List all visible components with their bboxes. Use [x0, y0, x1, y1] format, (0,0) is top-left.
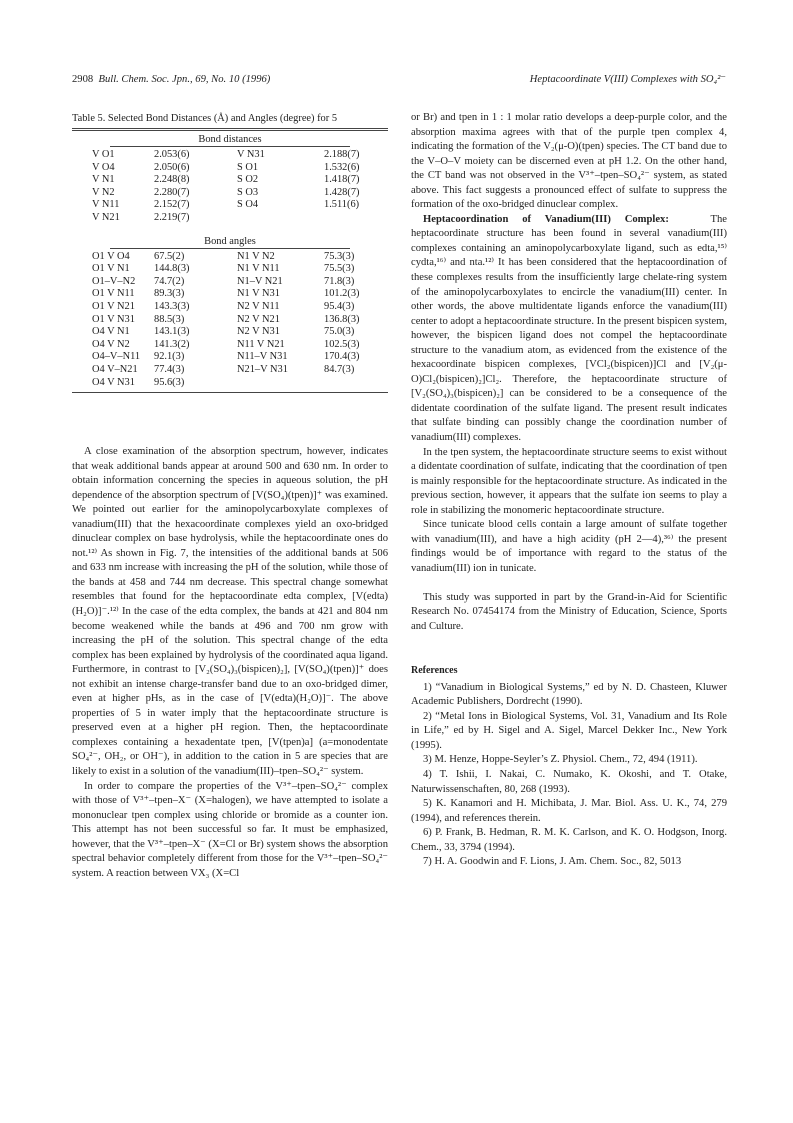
angles-cell: 170.4(3) — [324, 351, 360, 363]
angles-cell: O1 V N1 — [92, 263, 130, 275]
distances-row — [72, 174, 388, 187]
angles-cell: 84.7(3) — [324, 363, 355, 375]
angles-cell: 88.5(3) — [154, 313, 185, 325]
angles-row — [72, 339, 388, 352]
angles-cell: N1 V N11 — [237, 263, 280, 275]
distances-cell: 2.188(7) — [324, 149, 360, 160]
angles-cell: 144.8(3) — [154, 263, 190, 275]
angles-cell: 75.5(3) — [324, 263, 355, 275]
acknowledgment: This study was supported in part by the Grand-in-Aid for Scientific Research No. 07454174 from the Ministry of Education, Science, Sports and Culture. — [411, 591, 727, 632]
distances-cell: V O1 — [92, 149, 115, 160]
distances-cell: 2.152(7) — [154, 199, 190, 211]
distances-cell: V O4 — [92, 161, 115, 173]
distances-cell: S O4 — [237, 199, 259, 211]
distances-cell: 1.418(7) — [324, 174, 360, 186]
angles-cell: 75.3(3) — [324, 250, 355, 262]
references-list — [411, 681, 727, 870]
table-bottom-rule — [72, 392, 388, 393]
right-paragraph-2 — [411, 213, 727, 446]
angles-title: Bond angles — [204, 235, 256, 247]
angles-row — [72, 301, 388, 314]
angles-cell: 89.3(3) — [154, 288, 185, 300]
angles-row — [72, 276, 388, 289]
distances-cell: V N1 — [92, 174, 115, 186]
angles-cell: O4–V–N11 — [92, 351, 141, 363]
table-top-rule — [72, 128, 388, 131]
angles-row — [72, 314, 388, 327]
distances-row — [72, 162, 388, 175]
angles-cell: 102.5(3) — [324, 338, 360, 350]
angles-rule — [110, 248, 350, 249]
distances-cell: V N21 — [92, 211, 120, 223]
angles-rows — [72, 251, 388, 390]
distances-cell: S O1 — [237, 161, 259, 173]
angles-cell: 141.3(2) — [154, 338, 190, 350]
journal-citation: Bull. Chem. Soc. Jpn., 69, No. 10 (1996) — [98, 74, 271, 85]
distances-row — [72, 212, 388, 225]
reference-item: 6) P. Frank, B. Hedman, R. M. K. Carlson, and K. O. Hodgson, Inorg. Chem., 33, 3794 (1994). — [411, 827, 727, 853]
angles-cell: O4 V N2 — [92, 338, 130, 350]
angles-cell: O1 V O4 — [92, 250, 130, 262]
reference-item: 2) “Metal Ions in Biological Systems, Vol. 31, Vanadium and Its Role in Life,” ed by H. Sigel and A. Sigel, Marcel Dekker Inc., New York (1995). — [411, 710, 727, 751]
distances-cell: S O3 — [237, 186, 259, 198]
angles-cell: 95.6(3) — [154, 376, 185, 388]
angles-cell: O4 V–N21 — [92, 363, 138, 375]
distances-cell: 2.280(7) — [154, 186, 190, 198]
distances-cell: V N11 — [92, 199, 120, 211]
angles-cell: O1 V N11 — [92, 288, 135, 300]
distances-row — [72, 199, 388, 212]
angles-row — [72, 364, 388, 377]
angles-row — [72, 288, 388, 301]
references-title: References — [411, 665, 458, 677]
angles-cell: O4 V N1 — [92, 326, 130, 338]
reference-item: 3) M. Henze, Hoppe-Seyler’s Z. Physiol. Chem., 72, 494 (1911). — [423, 754, 698, 766]
angles-cell: 143.1(3) — [154, 326, 190, 338]
running-title: Heptacoordinate V(III) Complexes with SO₄²⁻ — [529, 74, 726, 85]
angles-cell: N1 V N31 — [237, 288, 280, 300]
page-header — [72, 73, 726, 87]
distances-cell: 2.248(8) — [154, 174, 190, 186]
angles-cell: 74.7(2) — [154, 275, 185, 287]
distances-row — [72, 187, 388, 200]
reference-item: 1) “Vanadium in Biological Systems,” ed by N. D. Chasteen, Kluwer Academic Publishers, Dordrecht (1990). — [411, 681, 727, 708]
right-paragraph-1: or Br) and tpen in 1 : 1 molar ratio develops a deep-purple color, and the absorption maxima agrees with that of the purple tpen complex 4, indicating the formation of the V₂(μ-O)(tpen) species. The CT band due to the V–O–V moiety can be discerned even at pH 1.2. On the other hand, the CT band was not observed in the V³⁺–tpen–SO₄²⁻ system, as stated above. This fact suggests a pronounced effect of sulfate to suppress the formation of the oxo-bridged dinuclear complex. — [411, 112, 727, 211]
distances-cell: 1.511(6) — [324, 199, 360, 211]
reference-item: 7) H. A. Goodwin and F. Lions, J. Am. Chem. Soc., 82, 5013 — [423, 856, 682, 868]
distances-cell: S O2 — [237, 174, 259, 186]
distances-title: Bond distances — [198, 134, 262, 145]
distances-cell: 1.428(7) — [324, 186, 360, 198]
angles-cell: N11–V N31 — [237, 351, 288, 363]
right-paragraph-3: In the tpen system, the heptacoordinate structure seems to exist without a didentate coordination of sulfate, indicating that the coordination of tpen is mainly responsible for the heptacoordinate structure. As indicated in the previous section, however, it appears that the sulfate ion seems to play a role in stabilizing the monomeric heptacoordinate structure. — [411, 446, 727, 516]
distances-row — [72, 149, 388, 162]
angles-cell: N2 V N31 — [237, 326, 280, 338]
angles-cell: N1–V N21 — [237, 275, 283, 287]
distances-rule — [110, 146, 350, 147]
angles-cell: 75.0(3) — [324, 326, 355, 338]
angles-cell: O1 V N31 — [92, 313, 135, 325]
distances-cell: 2.050(6) — [154, 161, 190, 173]
section-heading: Heptacoordination of Vanadium(III) Complex: — [423, 213, 669, 225]
angles-cell: 101.2(3) — [324, 288, 360, 300]
angles-cell: 71.8(3) — [324, 275, 355, 287]
angles-cell: 67.5(2) — [154, 250, 185, 262]
angles-cell: N1 V N2 — [237, 250, 275, 262]
angles-cell: O4 V N31 — [92, 376, 135, 388]
angles-cell: N21–V N31 — [237, 363, 288, 375]
page-number-and-journal — [72, 73, 270, 87]
reference-item: 5) K. Kanamori and H. Michibata, J. Mar. Biol. Ass. U. K., 74, 279 (1994), and references therein. — [411, 798, 727, 824]
table-caption: Table 5. Selected Bond Distances (Å) and Angles (degree) for 5 — [72, 113, 338, 124]
angles-cell: 143.3(3) — [154, 300, 190, 312]
angles-cell: 77.4(3) — [154, 363, 185, 375]
distances-cell: 2.219(7) — [154, 211, 190, 223]
angles-cell: 92.1(3) — [154, 351, 185, 363]
angles-row — [72, 377, 388, 390]
angles-row — [72, 326, 388, 339]
reference-item: 4) T. Ishii, I. Nakai, C. Numako, K. Okoshi, and T. Otake, Naturwissenschaften, 80, 268 (1993). — [411, 768, 727, 795]
distances-cell: 1.532(6) — [324, 161, 360, 173]
angles-cell: N2 V N11 — [237, 300, 280, 312]
section-body: The heptacoordinate structure has been found in several vanadium(III) complexes containing an aminopolycarboxylate ligand, such as edta,¹⁵⁾ cydta,¹⁶⁾ and nta.¹²⁾ It has been considered that the heptacoordination of these complexes results from the insufficiently large chelate-ring system of the aminopolycarboxylates to encircle the vanadium(III) center. In other words, the above multidentate ligands enforce the vanadium(III) center to adopt a heptacoordinate structure. In the present bispicen system, however, the bispicen ligand does not compel the heptacoordinate structure to the vanadium atom, as evidenced from the existence of the hexacoordinate bispicen complexes, [VCl₂(bispicen)]Cl and [V₂(μ-O)Cl₂(bispicen)₂]Cl₂. Therefore, the heptacoordinate structure of [V₂(SO₄)₃(bispicen)₂] can be considered to be a consequence of the didentate coordination of the sulfate ligand. The present result indicates that sulfate binding can possibly change the coordination number of vanadium(III) complexes. — [411, 213, 727, 444]
right-column — [411, 111, 727, 870]
left-column — [72, 445, 388, 881]
left-paragraph-1: A close examination of the absorption spectrum, however, indicates that weak additional bands appear at around 500 and 630 nm. In order to obtain information concerning the species in aqueous solution, the pH dependence of the absorption spectrum of [V(SO₄)(tpen)]⁺ was examined. We pointed out earlier for the aminopolycarboxylate complexes of vanadium(III) that the hexacoordinate complexes yield an oxo-bridged dinuclear complex on base hydrolysis, while the heptacoordinate ones do not.¹²⁾ As shown in Fig. 7, the intensities of the additional bands at 506 and 633 nm increase with increasing the pH of the solution, while those of the bands at 458 and 744 nm decrease. This spectral change somewhat resembles that found for the heptacoordinate edta complex, [V(edta)(H₂O)]⁻.¹²⁾ In the case of the edta complex, the bands at 421 and 804 nm become weakened while the bands at 496 and 700 nm grow with increasing the pH of the solution. This spectral change of the edta complex has been explained by hydrolysis of the coordinated aqua ligand. Furthermore, in contrast to [V₂(SO₄)₃(bispicen)₂], [V(SO₄)(tpen)]⁺ does not exhibit an intense charge-transfer band due to an oxo-bridged dimer, even at higher pHs, as in the case of [V(edta)(H₂O)]⁻. The above properties of 5 in water imply that the heptacoordinate structure is preserved even at a higher pH region. Then, the heptacoordinate complexes containing a hexadentate tpen, [V(tpen)a] (a=monodentate SO₄²⁻, OH₂, or OH⁻), in addition to the cation in 5 are species that are likely to exist in a solution of the vanadium(III)–tpen–SO₄²⁻ system. — [72, 446, 388, 778]
right-paragraph-4: Since tunicate blood cells contain a large amount of sulfate together with vanadium(III), and have a high acidity (pH 2—4),³⁶⁾ the present findings would be of importance with regard to the status of the vanadium(III) ion in tunicate. — [411, 519, 727, 574]
page-number: 2908 — [72, 74, 94, 85]
angles-cell: N2 V N21 — [237, 313, 280, 325]
left-paragraph-2: In order to compare the properties of the V³⁺–tpen–SO₄²⁻ complex with those of V³⁺–tpen–X⁻ (X=halogen), we have attempted to isolate a mononuclear tpen complex using chloride or bromide as a counter ion. This attempt has not been successful so far. It must be emphasized, however, that the V³⁺–tpen–X⁻ (X=Cl or Br) system shows the absorption spectral behavior completely different from those for the V³⁺–tpen–SO₄²⁻ system. A reaction between VX₃ (X=Cl — [72, 780, 389, 879]
angles-cell: O1–V–N2 — [92, 275, 136, 287]
angles-row — [72, 263, 388, 276]
distances-rows — [72, 149, 388, 225]
distances-cell: 2.053(6) — [154, 149, 190, 160]
angles-cell: O1 V N21 — [92, 300, 135, 312]
bond-table — [72, 112, 388, 393]
angles-cell: N11 V N21 — [237, 338, 285, 350]
distances-cell: V N2 — [92, 186, 115, 198]
distances-cell: V N31 — [237, 149, 265, 160]
angles-row — [72, 351, 388, 364]
angles-cell: 95.4(3) — [324, 300, 355, 312]
angles-row — [72, 251, 388, 264]
angles-cell: 136.8(3) — [324, 313, 360, 325]
